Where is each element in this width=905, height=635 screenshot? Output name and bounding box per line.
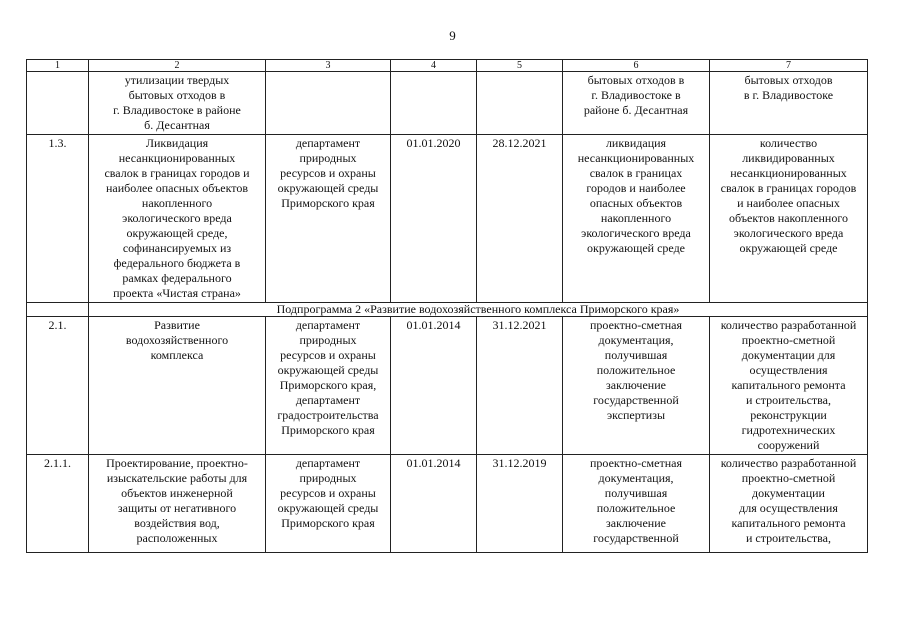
activity-name-cell: утилизации твердых бытовых отходов в г. Владивостоке в районе б. Десантная	[89, 72, 266, 135]
indicator-cell: количество разработанной проектно-сметной документации для осуществления капитального ремонта и строительства, реконструкции гидротехнических сооружений	[710, 317, 868, 455]
end-date-cell	[477, 72, 563, 135]
end-date-cell: 28.12.2021	[477, 135, 563, 303]
indicator-cell: количество разработанной проектно-сметной документации для осуществления капитального ремонта и строительства,	[710, 455, 868, 553]
executor-cell: департамент природных ресурсов и охраны окружающей среды Приморского края	[266, 455, 391, 553]
column-number-cell: 1	[27, 60, 89, 72]
table-row	[27, 317, 868, 455]
activity-name-cell: Ликвидация несанкционированных свалок в границах городов и наиболее опасных объектов накопленного экологического вреда окружающей среде, софинансируемых из федерального бюджета в рамках федерального проекта «Чистая страна»	[89, 135, 266, 303]
end-date-cell: 31.12.2019	[477, 455, 563, 553]
table-row	[27, 455, 868, 553]
subprogram-empty-cell	[27, 303, 89, 317]
executor-cell: департамент природных ресурсов и охраны окружающей среды Приморского края	[266, 135, 391, 303]
end-date-cell: 31.12.2021	[477, 317, 563, 455]
table-row	[27, 135, 868, 303]
activity-name-cell: Проектирование, проектно- изыскательские работы для объектов инженерной защиты от негативного воздействия вод, расположенных	[89, 455, 266, 553]
column-number-cell: 3	[266, 60, 391, 72]
executor-cell: департамент природных ресурсов и охраны окружающей среды Приморского края, департамент градостроительства Приморского края	[266, 317, 391, 455]
start-date-cell	[391, 72, 477, 135]
executor-cell	[266, 72, 391, 135]
subprogram-title: Подпрограмма 2 «Развитие водохозяйственного комплекса Приморского края»	[89, 303, 868, 317]
document-table	[26, 59, 868, 553]
column-number-cell: 5	[477, 60, 563, 72]
column-number-cell: 6	[563, 60, 710, 72]
column-number-cell: 4	[391, 60, 477, 72]
row-number-cell: 2.1.	[27, 317, 89, 455]
start-date-cell: 01.01.2014	[391, 317, 477, 455]
column-number-row	[27, 60, 868, 72]
column-number-cell: 7	[710, 60, 868, 72]
indicator-cell: количество ликвидированных несанкционированных свалок в границах городов и наиболее опасных объектов накопленного экологического вреда окружающей среде	[710, 135, 868, 303]
start-date-cell: 01.01.2014	[391, 455, 477, 553]
page-number: 9	[449, 28, 456, 43]
table-row	[27, 72, 868, 135]
row-number-cell: 2.1.1.	[27, 455, 89, 553]
row-number-cell	[27, 72, 89, 135]
row-number-cell: 1.3.	[27, 135, 89, 303]
column-number-cell: 2	[89, 60, 266, 72]
expected-result-cell: проектно-сметная документация, получившая положительное заключение государственной экспертизы	[563, 317, 710, 455]
expected-result-cell: ликвидация несанкционированных свалок в границах городов и наиболее опасных объектов накопленного экологического вреда окружающей среде	[563, 135, 710, 303]
expected-result-cell: бытовых отходов в г. Владивостоке в районе б. Десантная	[563, 72, 710, 135]
indicator-cell: бытовых отходов в г. Владивостоке	[710, 72, 868, 135]
expected-result-cell: проектно-сметная документация, получившая положительное заключение государственной	[563, 455, 710, 553]
activity-name-cell: Развитие водохозяйственного комплекса	[89, 317, 266, 455]
subprogram-row	[27, 303, 868, 317]
start-date-cell: 01.01.2020	[391, 135, 477, 303]
